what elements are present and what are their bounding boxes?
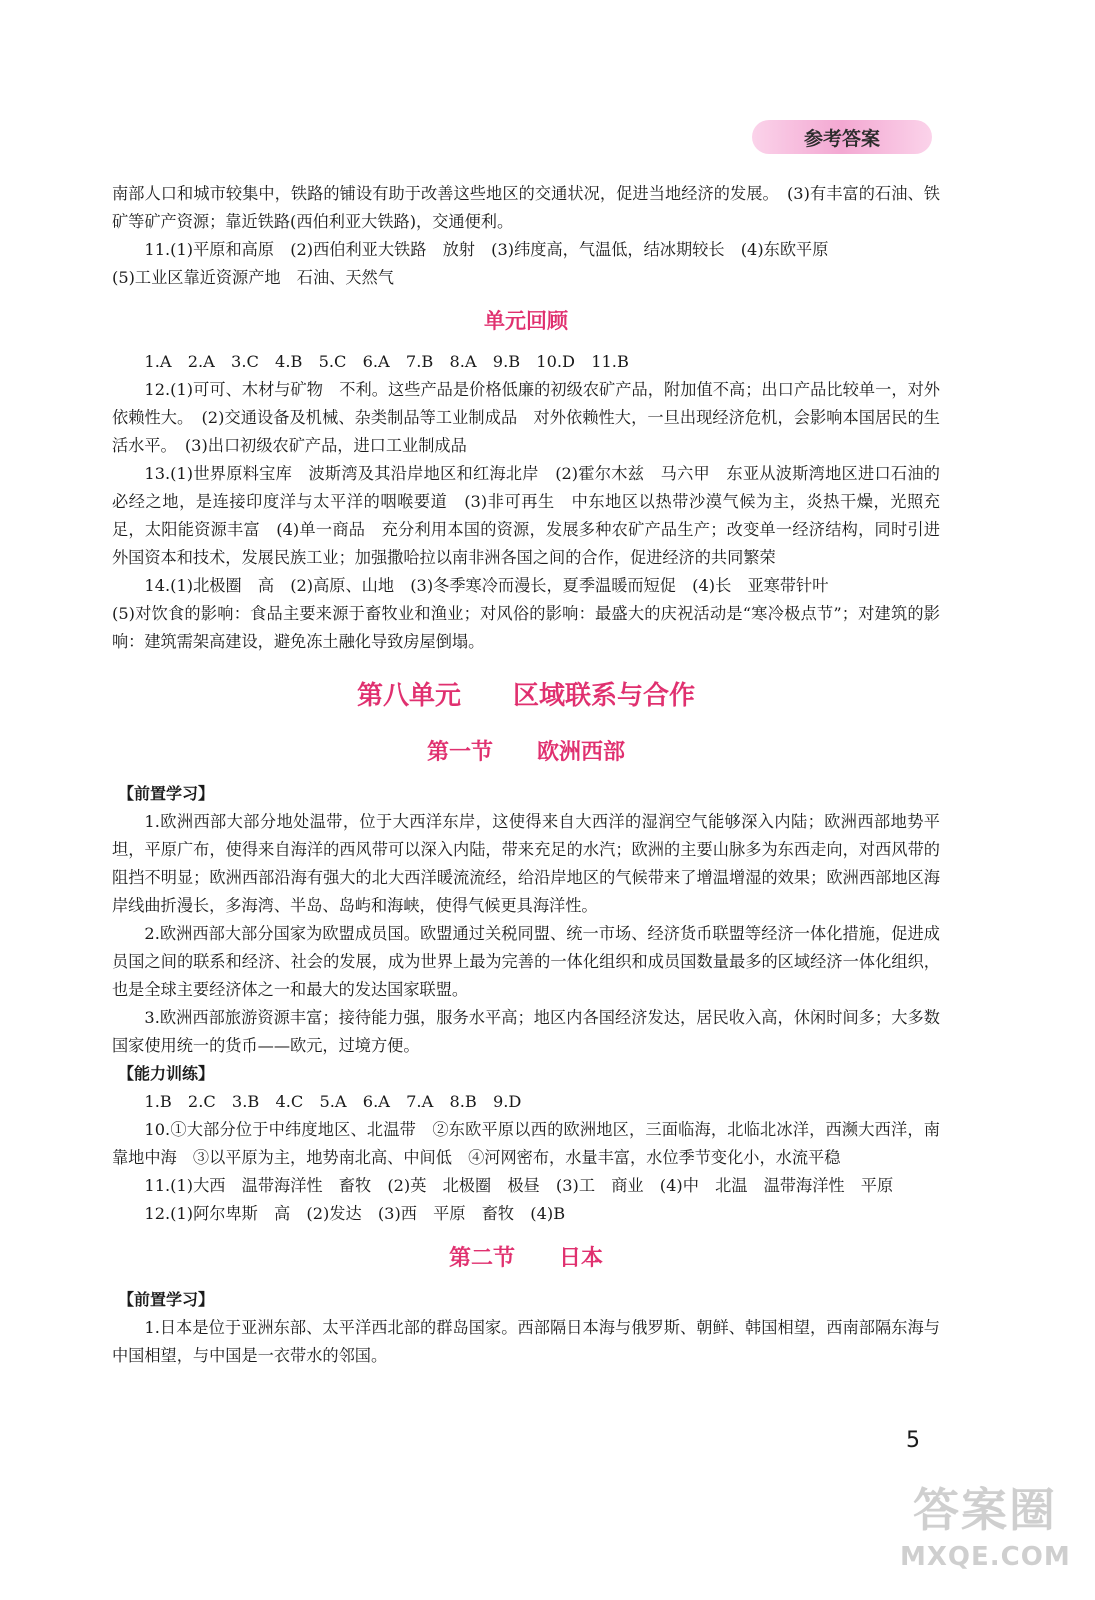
page-content [112, 180, 940, 1370]
pre-study-label: 【前置学习】 [118, 784, 215, 803]
paragraph: (5)对饮食的影响：食品主要来源于畜牧业和渔业；对风俗的影响：最盛大的庆祝活动是“寒冷极点节”；对建筑的影响：建筑需架高建设，避免冻土融化导致房屋倒塌。 [112, 604, 940, 651]
paragraph: (5)工业区靠近资源产地 石油、天然气 [112, 268, 394, 287]
paragraph: 1.欧洲西部大部分地处温带，位于大西洋东岸，这使得来自大西洋的湿润空气能够深入内陆；欧洲西部地势平坦，平原广布，使得来自海洋的西风带可以深入内陆，带来充足的水汽；欧洲的主要山脉多为东西走向，对西风带的阻挡不明显；欧洲西部沿海有强大的北大西洋暖流流经，给沿岸地区的气候带来了增温增湿的效果；欧洲西部地区海岸线曲折漫长，多海湾、半岛、岛屿和海峡，使得气候更具海洋性。 [112, 812, 940, 915]
chapter-heading: 第八单元 区域联系与合作 [356, 681, 695, 711]
paragraph: 11.(1)平原和高原 (2)西伯利亚大铁路 放射 (3)纬度高，气温低，结冰期较长 (4)东欧平原 [144, 240, 829, 259]
paragraph: 1.日本是位于亚洲东部、太平洋西北部的群岛国家。西部隔日本海与俄罗斯、朝鲜、韩国相望，西南部隔东海与中国相望，与中国是一衣带水的邻国。 [112, 1318, 940, 1365]
unit-review-heading: 单元回顾 [484, 309, 568, 333]
paragraph: 13.(1)世界原料宝库 波斯湾及其沿岸地区和红海北岸 (2)霍尔木兹 马六甲 东亚从波斯湾地区进口石油的必经之地，是连接印度洋与太平洋的咽喉要道 (3)非可再生 中东地区以热带沙漠气候为主，炎热干燥，光照充足，太阳能资源丰富 (4)单一商品 充分利用本国的资源，发展多种农矿产品生产；改变单一经济结构，同时引进外国资本和技术，发展民族工业；加强撒哈拉以南非洲各国之间的合作，促进经济的共同繁荣 [112, 464, 940, 567]
paragraph: 12.(1)可可、木材与矿物 不利。这些产品是价格低廉的初级农矿产品，附加值不高；出口产品比较单一，对外依赖性大。 (2)交通设备及机械、杂类制品等工业制成品 对外依赖性大，一旦出现经济危机，会影响本国居民的生活水平。 (3)出口初级农矿产品，进口工业制成品 [112, 380, 940, 455]
watermark-url: MXQE.COM [900, 1542, 1071, 1572]
paragraph: 1.A 2.A 3.C 4.B 5.C 6.A 7.B 8.A 9.B 10.D 11.B [144, 352, 629, 371]
watermark-logo [900, 1480, 1070, 1590]
ability-training-label: 【能力训练】 [118, 1064, 215, 1083]
paragraph: 3.欧洲西部旅游资源丰富；接待能力强，服务水平高；地区内各国经济发达，居民收入高，休闲时间多；大多数国家使用统一的货币——欧元，过境方便。 [112, 1008, 940, 1055]
answer-key-badge: 参考答案 [752, 120, 932, 154]
paragraph: 11.(1)大西 温带海洋性 畜牧 (2)英 北极圈 极昼 (3)工 商业 (4)中 北温 温带海洋性 平原 [144, 1176, 894, 1195]
paragraph: 14.(1)北极圈 高 (2)高原、山地 (3)冬季寒冷而漫长，夏季温暖而短促 (4)长 亚寒带针叶 [144, 576, 829, 595]
page-number: 5 [906, 1428, 920, 1453]
watermark-text: 答案圈 [913, 1483, 1057, 1537]
section-heading: 第一节 欧洲西部 [426, 740, 625, 765]
section-heading: 第二节 日本 [448, 1246, 603, 1271]
paragraph: 2.欧洲西部大部分国家为欧盟成员国。欧盟通过关税同盟、统一市场、经济货币联盟等经济一体化措施，促进成员国之间的联系和经济、社会的发展，成为世界上最为完善的一体化组织和成员国数量最多的区域经济一体化组织，也是全球主要经济体之一和最大的发达国家联盟。 [112, 924, 940, 999]
paragraph: 1.B 2.C 3.B 4.C 5.A 6.A 7.A 8.B 9.D [144, 1092, 522, 1111]
pre-study-label: 【前置学习】 [118, 1290, 215, 1309]
paragraph: 南部人口和城市较集中，铁路的铺设有助于改善这些地区的交通状况，促进当地经济的发展。 (3)有丰富的石油、铁矿等矿产资源；靠近铁路(西伯利亚大铁路)，交通便利。 [112, 184, 940, 231]
paragraph: 12.(1)阿尔卑斯 高 (2)发达 (3)西 平原 畜牧 (4)B [144, 1204, 566, 1223]
paragraph: 10.①大部分位于中纬度地区、北温带 ②东欧平原以西的欧洲地区，三面临海，北临北冰洋，西濒大西洋，南靠地中海 ③以平原为主，地势南北高、中间低 ④河网密布，水量丰富，水位季节变化小，水流平稳 [112, 1120, 940, 1167]
